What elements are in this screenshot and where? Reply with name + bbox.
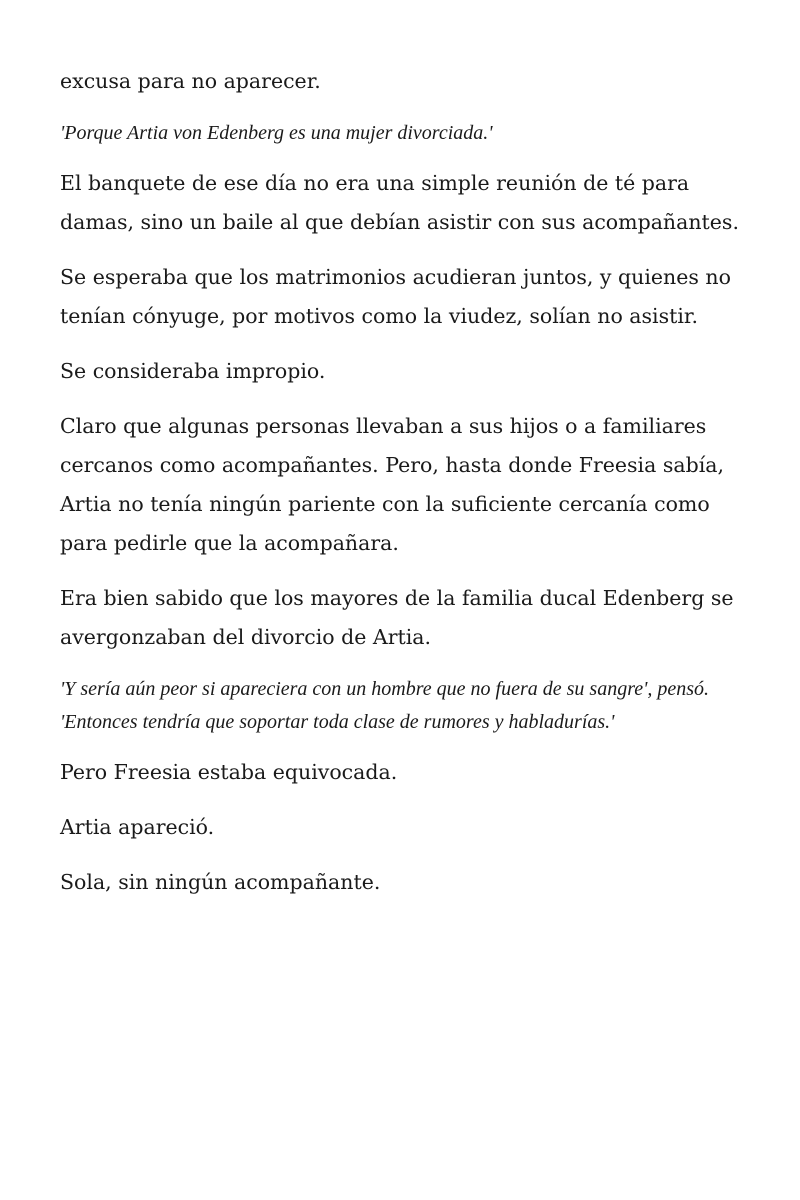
document-body xyxy=(60,62,750,902)
paragraph: excusa para no aparecer. xyxy=(60,69,321,93)
paragraph: Era bien sabido que los mayores de la familia ducal Edenberg se avergonzaban del divorcio de Artia. xyxy=(60,586,734,649)
paragraph: Se consideraba impropio. xyxy=(60,359,326,383)
paragraph: Artia apareció. xyxy=(60,815,215,839)
paragraph: Claro que algunas personas llevaban a sus hijos o a familiares cercanos como acompañantes. Pero, hasta donde Freesia sabía, Artia no tenía ningún pariente con la suficiente cercanía como para pedirle que la acompañara. xyxy=(60,414,724,555)
italic-thought: 'Porque Artia von Edenberg es una mujer divorciada.' xyxy=(60,122,493,144)
paragraph: Se esperaba que los matrimonios acudieran juntos, y quienes no tenían cónyuge, por motivos como la viudez, solían no asistir. xyxy=(60,265,731,328)
paragraph: Pero Freesia estaba equivocada. xyxy=(60,760,398,784)
paragraph: El banquete de ese día no era una simple reunión de té para damas, sino un baile al que debían asistir con sus acompañantes. xyxy=(60,171,739,234)
italic-thought: 'Y sería aún peor si apareciera con un hombre que no fuera de su sangre', pensó. 'Entonces tendría que soportar toda clase de rumores y habladurías.' xyxy=(60,678,710,733)
paragraph: Sola, sin ningún acompañante. xyxy=(60,870,381,894)
